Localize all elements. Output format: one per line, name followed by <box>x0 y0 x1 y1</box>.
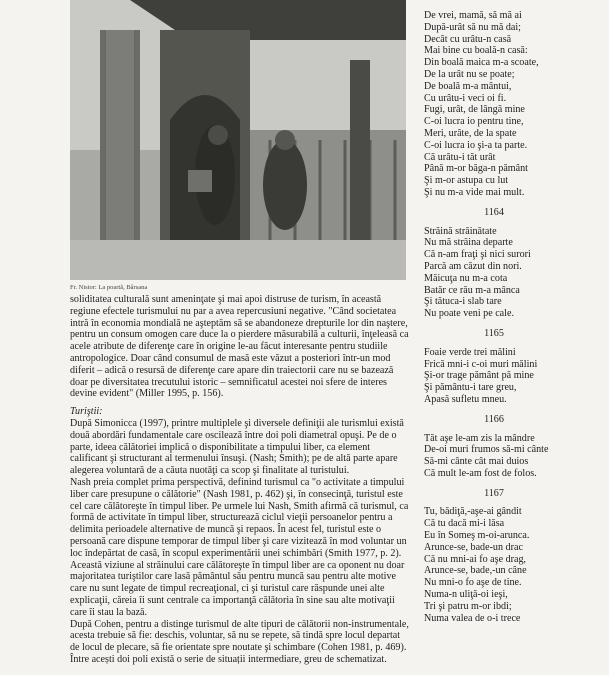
folk-photo <box>70 0 406 280</box>
poem-line: Tri şi patru m-or ibdi; <box>424 600 512 612</box>
poem-number: 1165 <box>484 327 504 339</box>
poem-line: Şi pământu-i tare greu, <box>424 382 517 394</box>
body-paragraph: După Simonicca (1997), printre multiplele şi diversele definiţii ale turismlui există două abordări fundamentale care oscilează între doi poli diametral opuşi. Pe de o parte, ideea călătoriei implică o disponibilitate a timpului liber, ca element calificant şi structurant al termenului însuşi. (Nash; Smith); pe de altă parte apare alegerea voluntară de a căuta nuotăţi ca scop şi finalitate al turistului. <box>70 417 404 477</box>
poem-line: Străină străinătate <box>424 225 497 237</box>
poem-line: Arunce-se, bade,-un câne <box>424 565 527 577</box>
poem-line: Eu în Someş m-oi-arunca. <box>424 530 530 542</box>
poem-line: Că n-am fraţi şi nici surori <box>424 249 531 261</box>
photo-caption: Fr. Nistor: La poartă, Bârsana <box>70 284 148 291</box>
poem-line: Frică mni-i c-oi muri mălini <box>424 358 538 370</box>
poem-line: De-oi muri frumos să-mi cânte <box>424 444 549 456</box>
poem-line: Să-mi cânte cât mai duios <box>424 456 529 468</box>
poem-line: De la urât nu se poate; <box>424 68 515 80</box>
poem-line: De vrei, mamă, să mă ai <box>424 10 522 21</box>
poem-line: Cu urâtu-i veci oi fi. <box>424 92 507 104</box>
poem-line: Decât cu urâtu-n casă <box>424 33 512 45</box>
poem-line: După-urât să nu mă dai; <box>424 21 521 33</box>
poem-line: Parcă am căzut din nori. <box>424 260 522 272</box>
poem-line: Tu, bădiţă,-aşe-ai gândit <box>424 506 522 518</box>
section-title: Turiştii: <box>70 406 103 418</box>
poem-number: 1164 <box>484 206 504 218</box>
poem-line: Mai bine cu boală-n casă: <box>424 45 528 57</box>
poem-line: Din boală maica m-a scoate, <box>424 57 539 69</box>
poem-line: Şi m-or astupa cu lut <box>424 175 509 187</box>
poem-line: Numa-n uliţă-oi ieşi, <box>424 589 508 601</box>
poem-line: Până m-or băga-n pământ <box>424 163 528 175</box>
poem-line: Arunce-se, bade-un drac <box>424 541 523 553</box>
body-paragraph: Între acești doi poli există o serie de situații intermediare, greu de schematizat. <box>70 653 387 665</box>
poem-number: 1166 <box>484 413 504 425</box>
poem-line: Măicuţa nu m-a cota <box>424 272 508 284</box>
poem-line: C-oi lucra io şi-a ta parte. <box>424 139 528 151</box>
body-paragraph: Această viziune al străinului care călătoreşte în timpul liber are ca oponent nu doar majoritatea turiştilor care lasă pământul său pentru muncă sau pentru alte motive care nu sunt legate de timpul recreaţional, ci şi turistul care răspunde unei alte explicaţii, căreia îi sunt centrale ca importanţă călătoria în sine sau alte motivaţii care îi stau la bază. <box>70 559 405 618</box>
poem-line: C-oi lucra io pentru tine, <box>424 116 524 128</box>
body-paragraph: După Cohen, pentru a distinge turismul de alte tipuri de călătorii non-instrumentale, acesta trebuie să fie: deschis, voluntar, să nu se repete, să tindă spre locul departat de locul de plecare, să fie orientate spre noutate şi schimbare (Cohen 1981, p. 469). <box>70 618 409 654</box>
poem-line: Apasă sufletu mneu. <box>424 393 507 405</box>
poem-line: Că nu mni-ai fo aşe drag, <box>424 553 527 565</box>
left-column <box>70 294 410 666</box>
poem-line: De boală m-a mântui, <box>424 80 512 92</box>
poem-line: Că tu dacă mi-i lăsa <box>424 518 505 530</box>
poem-line: Nu mă străina departe <box>424 237 513 249</box>
poem-line: Nu mni-o fo aşe de tine. <box>424 577 522 589</box>
poem-line: Meri, urâte, de la spate <box>424 127 517 139</box>
poem-line: Tăt aşe le-am zis la mândre <box>424 432 535 444</box>
poem-line: Foaie verde trei mălini <box>424 346 516 358</box>
body-paragraph: Nash preia complet prima perspectivă, definind turismul ca "o activitate a timpului liber care presupune o călătorie" (Nash 1981, p. 462) şi, în consecinţă, turistul este cel care călătoreşte în timpul liber. Pe urmele lui Nash, Smith afirmă că turismul, ca formă de activitate în timpul liber, structurează ciclul vieţii persoanelor pentru a delimita perioadele alternative de muncă şi repaos. În acest fel, turistul este o persoană care dispune temporar de timpul liber şi care vizitează în mod voluntar un loc îndepărtat de casă, în scopul experimentării unei schimbări (Smith 1977, p. 2). <box>70 476 409 559</box>
poem-line: Numa valea de o-i trece <box>424 612 521 624</box>
right-column <box>424 10 604 624</box>
intro-paragraph: soliditatea culturală sunt ameninţate şi mai apoi distruse de turism, în această regiune efectele turismului nu par a avea repercusiuni negative. "Când societatea intră în economia mondială ne aşteptăm să se abandoneze drepturile lor din naştere, pentru un consum omogen care duce la o pierdere măsurabilă a culturii, înţeleasă ca acele atribute de diferenţe care în origine le-au făcut interesante pentru studiile antropologice. Doar când consumul de masă este văzut a posteriori într-un mod diferit – adică o resursă de diferenţe care apare din traiectorii care nu se bazează doar pe diversitatea trecutului istoric – semnificatul acestei noi sfere de interes devine evident" (Miller 1995, p. 156). <box>70 294 409 400</box>
poem-line: Şi tătuca-i slab tare <box>424 296 502 308</box>
poem-line: Că urâtu-i tăt urât <box>424 151 496 163</box>
poem-line: Fugi, urât, de lângă mine <box>424 104 525 116</box>
poem-line: Şi-or trage pământ pă mine <box>424 370 534 382</box>
poem-line: Batăr ce rău m-a mânca <box>424 284 520 296</box>
poem-number: 1167 <box>484 487 504 499</box>
poem-line: Că mult le-am fost de folos. <box>424 467 537 479</box>
poem-line: Şi nu m-a vide mai mult. <box>424 186 525 198</box>
poem-line: Nu poate veni pe cale. <box>424 308 514 320</box>
